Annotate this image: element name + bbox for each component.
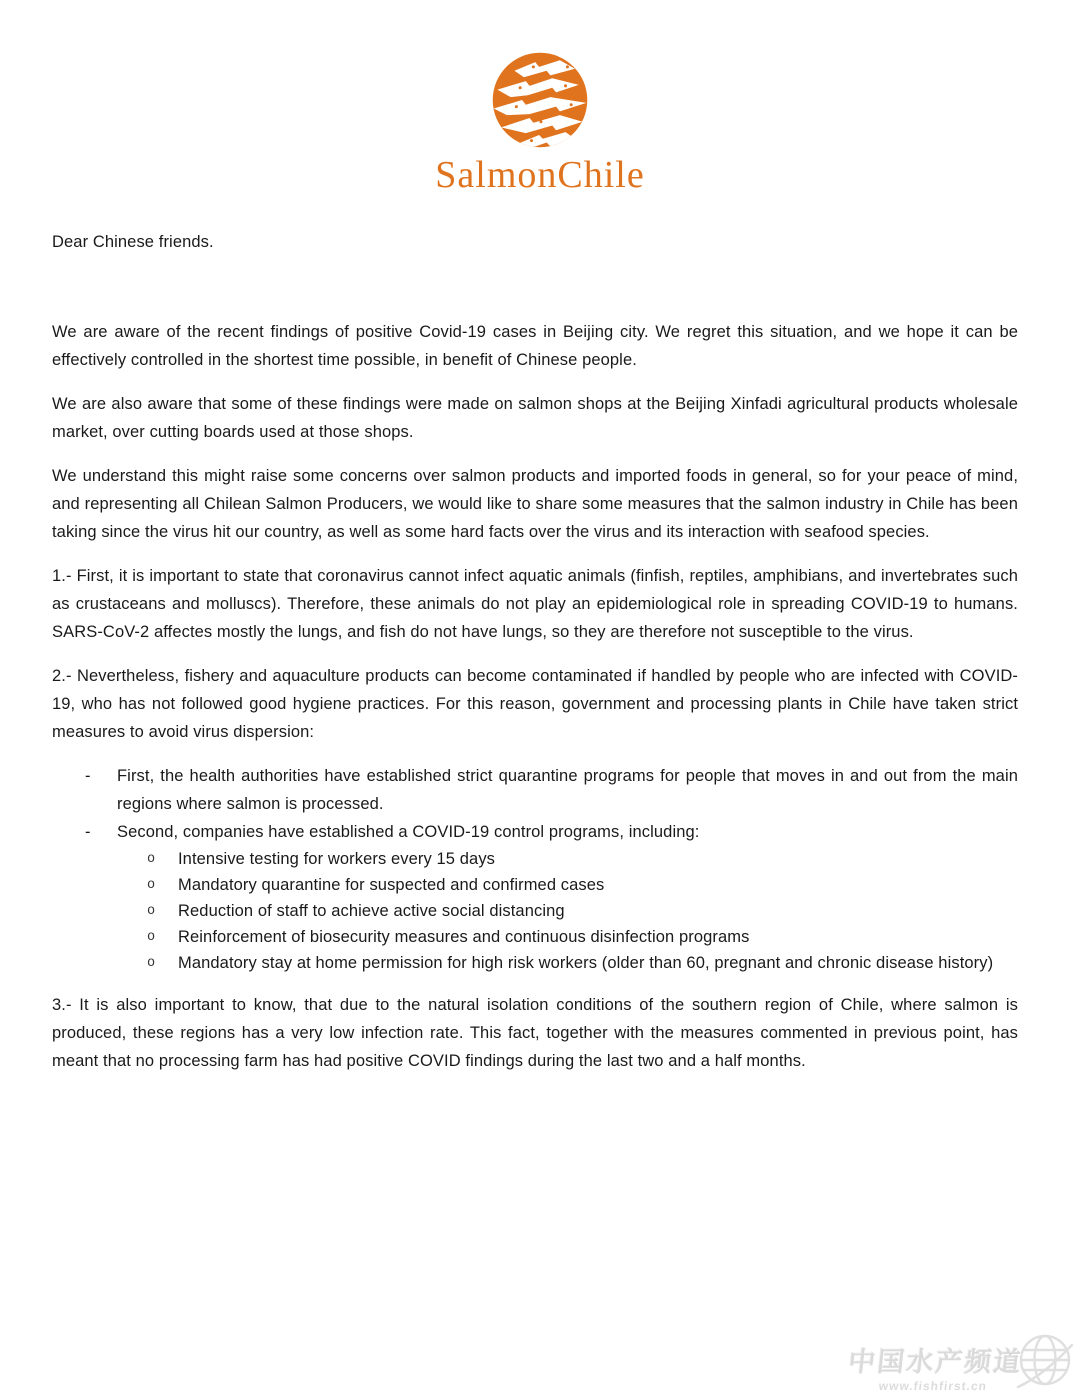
globe-icon: [1016, 1333, 1074, 1391]
watermark-title: 中国水产频道: [846, 1347, 1025, 1377]
paragraph-point-3: 3.- It is also important to know, that due to the natural isolation conditions of the southern region of Chile, where salmon is produced, these regions has a very low infection rate. This fact, together with the measures commented in previous point, has meant that no processing farm has had positive COVID findings during the last two and a half months.: [52, 996, 1018, 1070]
paragraph-point-1: 1.- First, it is important to state that coronavirus cannot infect aquatic animals (finfish, reptiles, amphibians, and invertebrates such as crustaceans and molluscs). Therefore, these animals do not play an epidemiological role in spreading COVID-19 to humans. SARS-CoV-2 affectes mostly the lungs, and fish do not have lungs, so they are therefore not susceptible to the virus.: [52, 567, 1018, 641]
control-programs-list: [117, 846, 1018, 976]
list-item-text: Second, companies have established a COVID-19 control programs, including:: [117, 823, 700, 841]
list-item-text: Mandatory stay at home permission for high risk workers (older than 60, pregnant and chronic disease history): [178, 954, 994, 972]
list-item: [52, 762, 1018, 818]
watermark-text: [845, 1340, 1025, 1393]
list-item: [117, 924, 1018, 950]
paragraph-point-2: 2.- Nevertheless, fishery and aquaculture products can become contaminated if handled by people who are infected with COVID-19, who has not followed good hygiene practices. For this reason, government and processing plants in Chile have taken strict measures to avoid virus dispersion:: [52, 667, 1018, 741]
paragraph-xinfadi: We are also aware that some of these findings were made on salmon shops at the Beijing Xinfadi agricultural products wholesale market, over cutting boards used at those shops.: [52, 395, 1018, 441]
list-item-text: Intensive testing for workers every 15 days: [178, 850, 496, 868]
letter-body: [0, 228, 1080, 1075]
salmon-fish-sphere-icon: [488, 48, 592, 152]
list-item-text: Reduction of staff to achieve active social distancing: [178, 902, 565, 920]
salutation: Dear Chinese friends.: [52, 233, 214, 251]
letterhead: [0, 0, 1080, 198]
measures-list: [52, 762, 1018, 976]
list-item: [117, 846, 1018, 872]
watermark: [848, 1333, 1074, 1393]
list-item: [117, 950, 1018, 976]
list-item: [117, 898, 1018, 924]
watermark-url: www.fishfirst.cn: [878, 1379, 988, 1393]
brand-wordmark: SalmonChile: [435, 154, 645, 196]
list-item-text: Reinforcement of biosecurity measures and continuous disinfection programs: [178, 928, 750, 946]
list-item: [52, 818, 1018, 976]
list-item-text: First, the health authorities have established strict quarantine programs for people that moves in and out from the main regions where salmon is processed.: [117, 767, 1018, 813]
paragraph-concerns: We understand this might raise some concerns over salmon products and imported foods in general, so for your peace of mind, and representing all Chilean Salmon Producers, we would like to share some measures that the salmon industry in Chile has been taking since the virus hit our country, as well as some hard facts over the virus and its interaction with seafood species.: [52, 467, 1018, 541]
paragraph-awareness: We are aware of the recent findings of positive Covid-19 cases in Beijing city. We regret this situation, and we hope it can be effectively controlled in the shortest time possible, in benefit of Chinese people.: [52, 323, 1018, 369]
list-item: [117, 872, 1018, 898]
list-item-text: Mandatory quarantine for suspected and confirmed cases: [178, 876, 605, 894]
